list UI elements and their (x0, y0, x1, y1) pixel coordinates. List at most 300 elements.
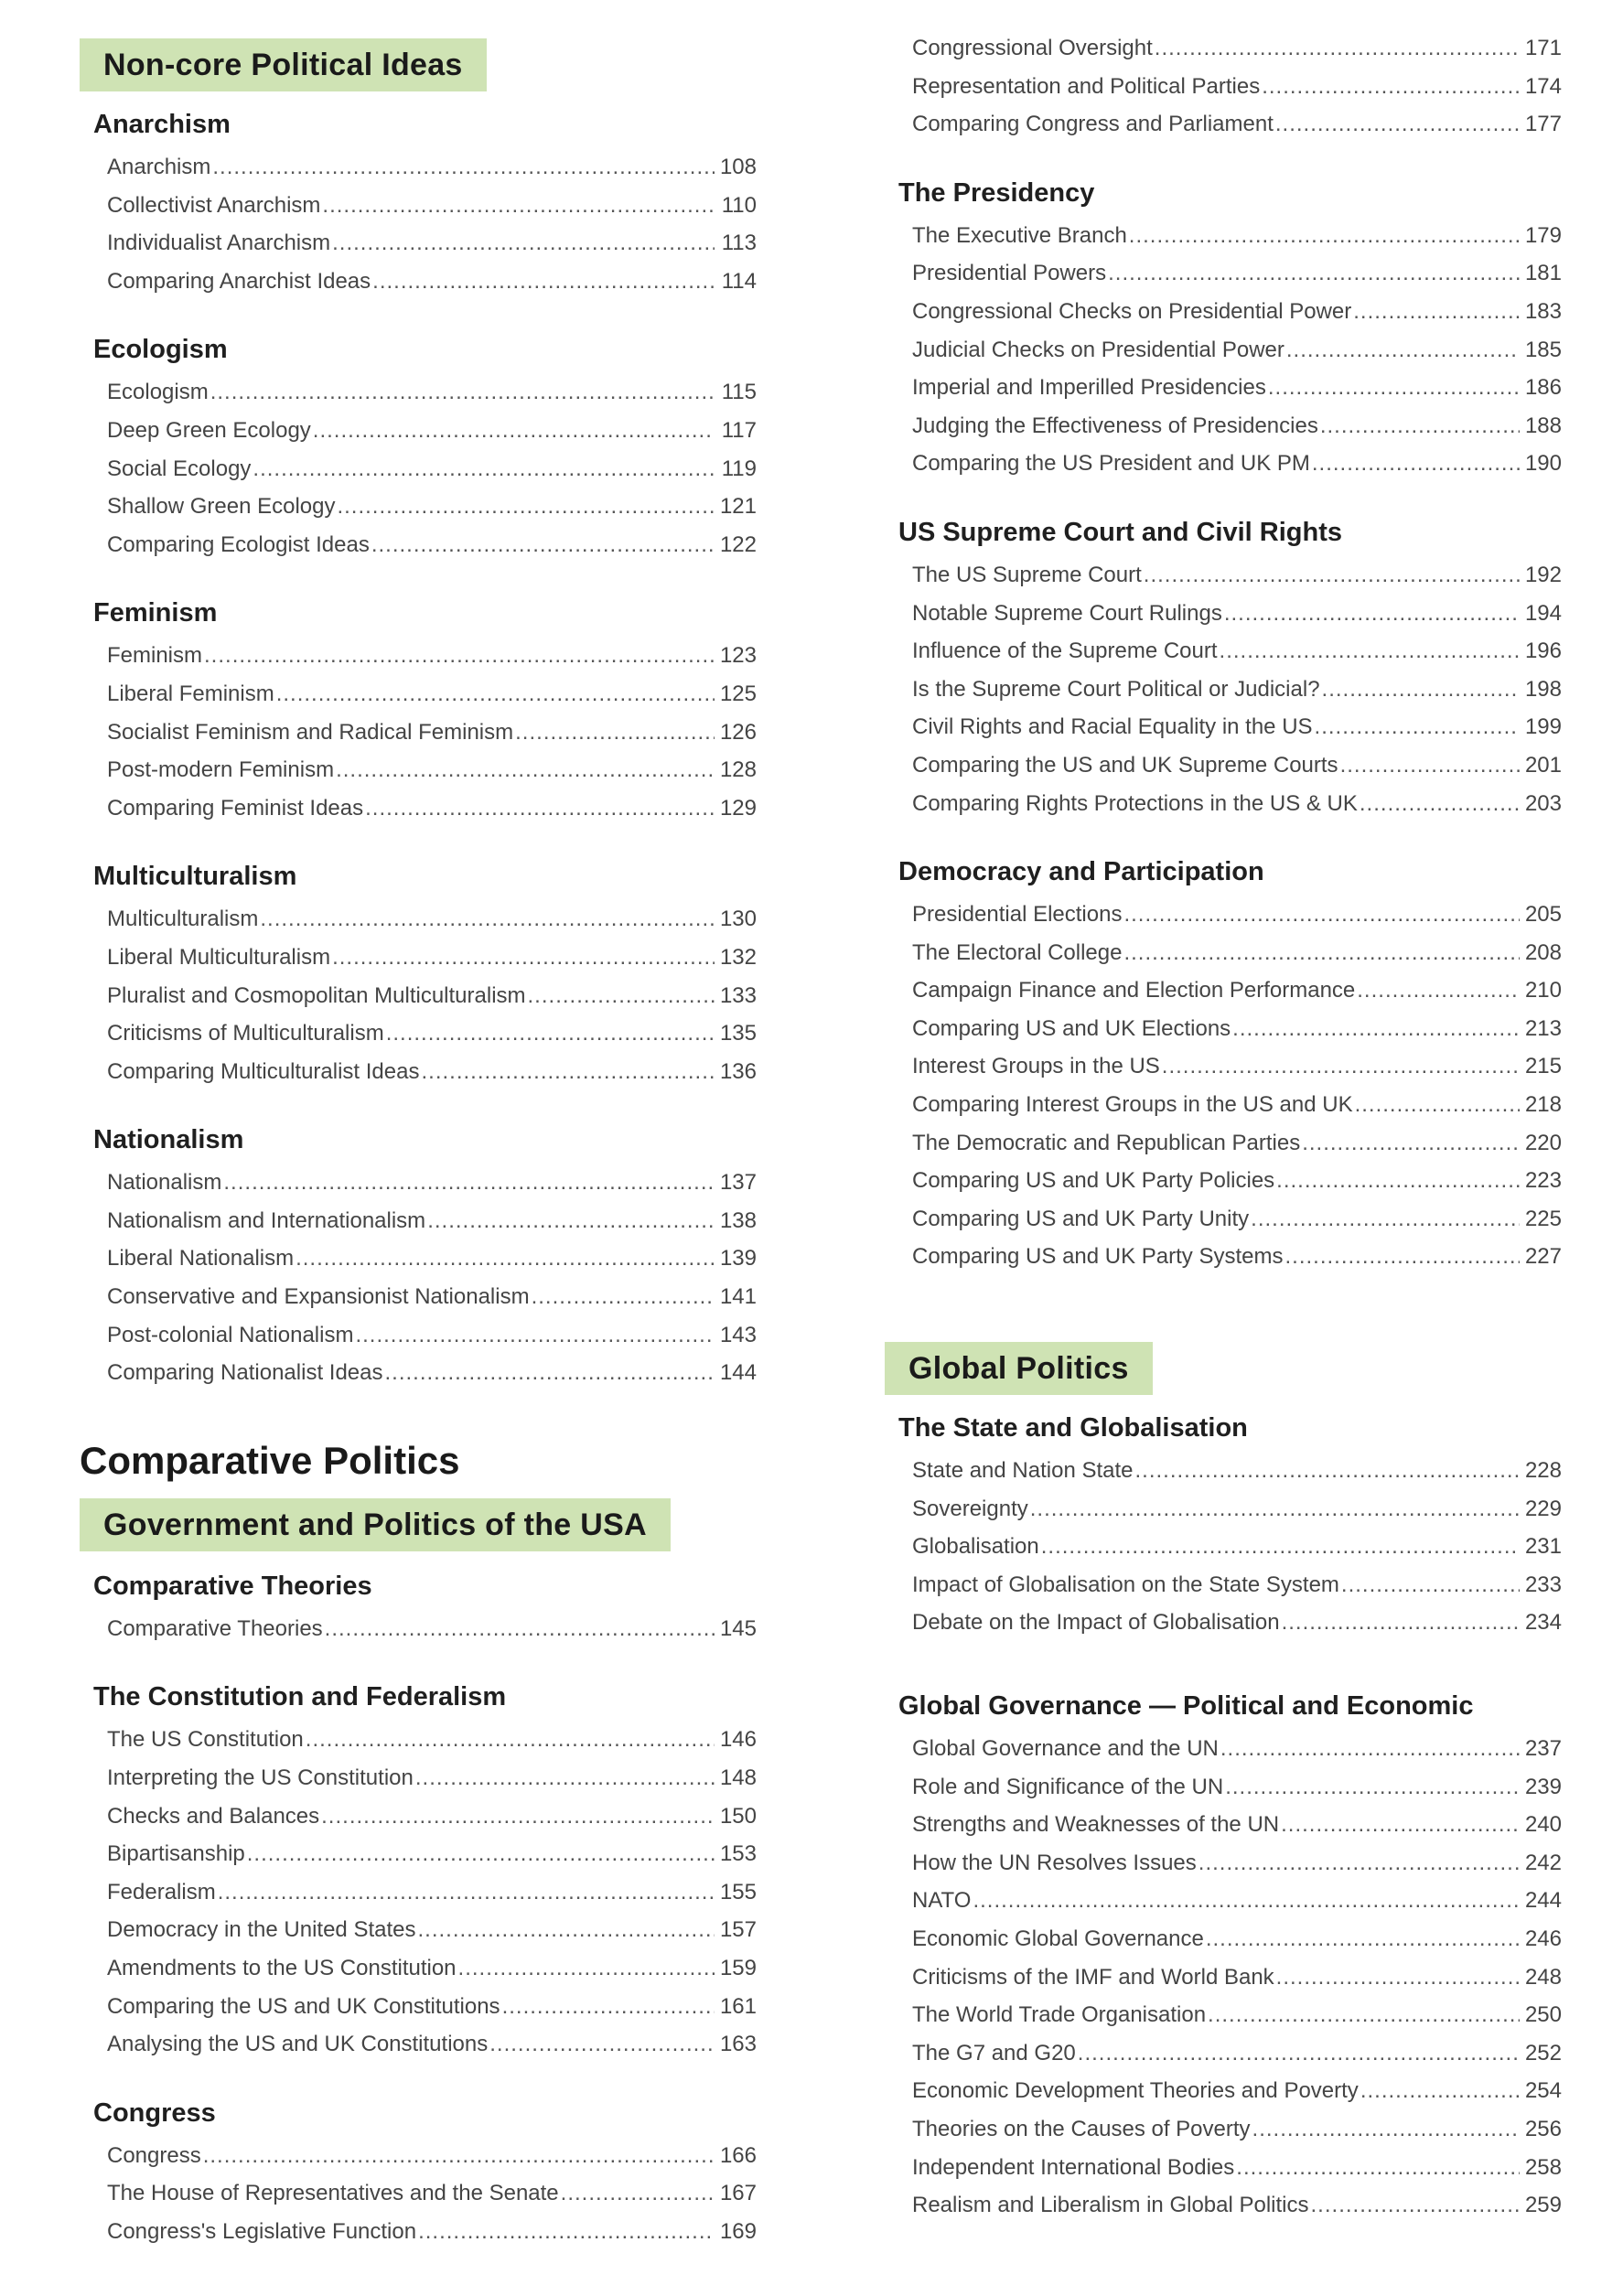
dot-leader (1155, 29, 1520, 68)
section-supreme-court (885, 516, 1562, 822)
toc-entry-page: 126 (719, 719, 757, 745)
toc-entry (912, 331, 1562, 370)
toc-entry (912, 556, 1562, 595)
dot-leader (1041, 1528, 1520, 1566)
toc-entry-page: 174 (1524, 73, 1562, 99)
toc-entry-page: 137 (719, 1170, 757, 1196)
section-title: Democracy and Participation (898, 857, 1264, 887)
toc-entry-page: 155 (719, 1879, 757, 1904)
entry-list (80, 148, 757, 300)
toc-entry (107, 148, 757, 187)
toc-entry-page: 146 (719, 1727, 757, 1753)
section-congress-continued (885, 29, 1562, 144)
toc-entry-label: State and Nation State (912, 1458, 1134, 1484)
dot-leader (1286, 331, 1520, 370)
toc-entry-label: Comparative Theories (107, 1615, 323, 1641)
toc-entry-page: 246 (1524, 1926, 1562, 1951)
dot-leader (1262, 68, 1520, 106)
toc-entry (107, 1988, 757, 2026)
toc-entry-page: 250 (1524, 2002, 1562, 2028)
toc-entry-label: Feminism (107, 643, 203, 669)
toc-entry (912, 68, 1562, 106)
toc-entry (107, 1053, 757, 1091)
dot-leader (1311, 2186, 1520, 2225)
noncore-band: Non-core Political Ideas (80, 38, 487, 91)
toc-entry (912, 1806, 1562, 1844)
toc-entry-page: 150 (719, 1803, 757, 1829)
toc-entry-page: 114 (721, 268, 757, 294)
dot-leader (1360, 785, 1520, 823)
toc-entry-page: 133 (719, 982, 757, 1008)
toc-entry-page: 139 (719, 1246, 757, 1271)
toc-entry-label: Comparing Congress and Parliament (912, 112, 1274, 137)
dot-leader (253, 450, 715, 488)
dot-leader (458, 1949, 715, 1988)
toc-entry (912, 632, 1562, 671)
toc-entry-page: 233 (1524, 1572, 1562, 1597)
toc-entry-label: Anarchism (107, 155, 211, 179)
toc-entry-label: Amendments to the US Constitution (107, 1956, 457, 1980)
toc-entry (912, 1010, 1562, 1048)
toc-entry (912, 1566, 1562, 1604)
toc-entry-page: 122 (719, 531, 757, 557)
dot-leader (489, 2025, 715, 2064)
dot-leader (973, 1882, 1520, 1920)
toc-entry-label: Socialist Feminism and Radical Feminism (107, 719, 514, 745)
toc-entry-page: 205 (1524, 902, 1562, 928)
toc-entry-page: 194 (1524, 600, 1562, 626)
toc-entry (912, 407, 1562, 445)
toc-entry-page: 166 (719, 2142, 757, 2168)
toc-entry-label: The US Supreme Court (912, 562, 1142, 587)
dot-leader (1135, 1452, 1521, 1490)
toc-entry (912, 2034, 1562, 2073)
toc-entry-label: Interest Groups in the US (912, 1054, 1160, 1079)
toc-entry-label: Impact of Globalisation on the State System (912, 1572, 1339, 1597)
comparative-politics-title: Comparative Politics (80, 1438, 460, 1482)
dot-leader (371, 526, 715, 564)
toc-entry (912, 1528, 1562, 1566)
toc-entry-page: 108 (719, 155, 757, 179)
section-anarchism (80, 108, 757, 300)
usa-band: Government and Politics of the USA (80, 1498, 671, 1551)
dot-leader (1302, 1124, 1520, 1163)
toc-entry (912, 1882, 1562, 1920)
toc-entry-page: 225 (1524, 1206, 1562, 1231)
dot-leader (1236, 2149, 1520, 2187)
toc-entry (107, 187, 757, 225)
toc-entry-label: Congress's Legislative Function (107, 2218, 417, 2244)
section-feminism (80, 596, 757, 827)
toc-entry (107, 977, 757, 1015)
dot-leader (1225, 1768, 1520, 1807)
toc-entry-label: Theories on the Causes of Poverty (912, 2116, 1251, 2141)
toc-entry (912, 1162, 1562, 1200)
section-state-globalisation (885, 1411, 1562, 1642)
toc-entry-page: 148 (719, 1765, 757, 1791)
dot-leader (1198, 1844, 1520, 1883)
toc-entry (912, 896, 1562, 934)
toc-entry (912, 1844, 1562, 1883)
toc-entry-label: Economic Global Governance (912, 1926, 1204, 1951)
toc-entry (912, 1238, 1562, 1276)
dot-leader (1251, 1200, 1520, 1239)
dot-leader (427, 1202, 715, 1240)
toc-entry (912, 445, 1562, 483)
right-column (885, 0, 1562, 2258)
toc-entry-label: Interpreting the US Constitution (107, 1765, 414, 1791)
dot-leader (1357, 971, 1520, 1010)
toc-entry-page: 244 (1524, 1888, 1562, 1914)
dot-leader (1252, 2110, 1520, 2149)
toc-entry-label: Deep Green Ecology (107, 417, 311, 443)
toc-entry (912, 1452, 1562, 1490)
dot-leader (418, 1911, 715, 1949)
toc-entry-label: Multiculturalism (107, 907, 259, 932)
dot-leader (1360, 2072, 1520, 2110)
toc-entry-page: 199 (1524, 714, 1562, 740)
toc-entry-page: 210 (1524, 978, 1562, 1003)
toc-entry-label: Post-colonial Nationalism (107, 1322, 354, 1347)
toc-entry-label: How the UN Resolves Issues (912, 1850, 1197, 1875)
dot-leader (1078, 2034, 1520, 2073)
dot-leader (306, 1721, 715, 1759)
toc-entry-page: 181 (1524, 261, 1562, 286)
dot-leader (528, 977, 715, 1015)
toc-entry-page: 132 (719, 944, 757, 970)
toc-entry (107, 1014, 757, 1053)
section-title: Multiculturalism (93, 862, 297, 892)
entry-list (885, 1730, 1562, 2225)
toc-entry-page: 234 (1524, 1610, 1562, 1636)
toc-entry-page: 169 (719, 2218, 757, 2244)
toc-entry-page: 171 (1524, 36, 1562, 60)
dot-leader (325, 1610, 715, 1648)
toc-entry-page: 177 (1524, 112, 1562, 137)
dot-leader (1341, 1566, 1520, 1604)
toc-entry-label: Comparing Interest Groups in the US and UK (912, 1092, 1353, 1118)
toc-entry (107, 1239, 757, 1278)
toc-entry-page: 183 (1524, 298, 1562, 324)
toc-entry (912, 369, 1562, 407)
section-democracy (885, 855, 1562, 1276)
dot-leader (1340, 746, 1520, 785)
toc-entry (912, 293, 1562, 331)
toc-entry-label: Campaign Finance and Election Performance (912, 978, 1356, 1003)
dot-leader (515, 713, 715, 752)
toc-entry-page: 218 (1524, 1092, 1562, 1118)
dot-leader (1276, 1958, 1520, 1997)
toc-entry-label: Representation and Political Parties (912, 73, 1261, 99)
dot-leader (365, 789, 715, 828)
dot-leader (532, 1278, 715, 1316)
dot-leader (296, 1239, 715, 1278)
toc-entry-label: Sovereignty (912, 1496, 1028, 1521)
toc-entry-page: 143 (719, 1322, 757, 1347)
toc-entry-page: 240 (1524, 1812, 1562, 1838)
dot-leader (332, 939, 715, 977)
toc-entry (912, 708, 1562, 746)
toc-entry-label: Social Ecology (107, 456, 252, 481)
toc-entry-page: 213 (1524, 1015, 1562, 1041)
toc-entry-label: Global Governance and the UN (912, 1736, 1219, 1761)
toc-entry-page: 185 (1524, 337, 1562, 362)
toc-entry (912, 2149, 1562, 2187)
toc-entry-page: 125 (719, 681, 757, 706)
entry-list (80, 1164, 757, 1392)
section-title: Ecologism (93, 335, 228, 365)
toc-entry-label: Congressional Checks on Presidential Power (912, 298, 1352, 324)
toc-entry-label: Comparing Anarchist Ideas (107, 268, 371, 294)
section-title: Nationalism (93, 1125, 244, 1155)
toc-entry-page: 220 (1524, 1130, 1562, 1155)
toc-entry (107, 2025, 757, 2064)
toc-entry-page: 223 (1524, 1168, 1562, 1194)
left-column (80, 0, 757, 2284)
toc-entry-label: The US Constitution (107, 1727, 304, 1753)
dot-leader (210, 373, 715, 412)
toc-entry-label: Realism and Liberalism in Global Politics (912, 2193, 1309, 2218)
entry-list (80, 637, 757, 827)
toc-entry-page: 188 (1524, 413, 1562, 438)
toc-entry-label: Comparing Nationalist Ideas (107, 1360, 383, 1386)
toc-entry-label: Comparing Multiculturalist Ideas (107, 1058, 420, 1084)
toc-entry-label: Comparing the US and UK Constitutions (107, 1993, 500, 2019)
toc-entry-label: Ecologism (107, 380, 209, 405)
toc-entry (912, 1604, 1562, 1642)
dot-leader (561, 2174, 715, 2213)
toc-entry-label: Analysing the US and UK Constitutions (107, 2032, 489, 2057)
dot-leader (1030, 1490, 1520, 1529)
toc-entry (912, 1730, 1562, 1768)
toc-entry-page: 123 (719, 643, 757, 669)
toc-entry-page: 256 (1524, 2116, 1562, 2141)
entry-list (80, 1721, 757, 2063)
toc-entry-page: 258 (1524, 2154, 1562, 2180)
toc-entry-label: Comparing US and UK Elections (912, 1015, 1231, 1041)
toc-entry-page: 254 (1524, 2078, 1562, 2104)
toc-entry-page: 239 (1524, 1774, 1562, 1799)
toc-entry (107, 2174, 757, 2213)
toc-entry (107, 1164, 757, 1202)
toc-entry (107, 1316, 757, 1355)
toc-entry (107, 373, 757, 412)
toc-entry (912, 595, 1562, 633)
dot-leader (502, 1988, 715, 2026)
toc-entry-label: NATO (912, 1888, 972, 1914)
entry-list (80, 900, 757, 1090)
toc-entry-label: Congressional Oversight (912, 36, 1153, 60)
toc-entry-page: 237 (1524, 1736, 1562, 1761)
toc-entry (107, 1610, 757, 1648)
toc-entry-page: 196 (1524, 638, 1562, 664)
toc-entry-page: 192 (1524, 562, 1562, 587)
toc-entry (107, 713, 757, 752)
toc-entry-page: 163 (719, 2032, 757, 2057)
toc-entry-label: Nationalism and Internationalism (107, 1207, 426, 1233)
toc-entry-label: Comparing Ecologist Ideas (107, 531, 370, 557)
toc-entry-page: 153 (719, 1841, 757, 1867)
toc-entry-label: Liberal Feminism (107, 681, 274, 706)
toc-entry (107, 1797, 757, 1836)
dot-leader (421, 1053, 715, 1091)
toc-entry-label: Democracy in the United States (107, 1917, 416, 1943)
toc-entry-page: 167 (719, 2181, 757, 2206)
toc-entry (107, 526, 757, 564)
dot-leader (218, 1873, 715, 1912)
dot-leader (1108, 254, 1520, 293)
toc-entry-label: Strengths and Weaknesses of the UN (912, 1812, 1280, 1838)
dot-leader (385, 1354, 715, 1392)
toc-entry-label: The World Trade Organisation (912, 2002, 1207, 2028)
section-title: Congress (93, 2098, 216, 2128)
section-title: Global Governance — Political and Economic (898, 1691, 1474, 1721)
toc-entry (107, 751, 757, 789)
toc-entry (912, 254, 1562, 293)
toc-entry (912, 746, 1562, 785)
entry-list (80, 1610, 757, 1648)
global-politics-band: Global Politics (885, 1342, 1153, 1395)
toc-entry-label: Comparing US and UK Party Systems (912, 1244, 1284, 1270)
toc-entry-page: 115 (721, 380, 757, 405)
entry-list (80, 373, 757, 563)
toc-entry-label: Checks and Balances (107, 1803, 320, 1829)
section-presidency (885, 177, 1562, 483)
dot-leader (1281, 1806, 1520, 1844)
dot-leader (1208, 1996, 1520, 2034)
toc-entry-label: Bipartisanship (107, 1841, 245, 1867)
dot-leader (1275, 105, 1520, 144)
dot-leader (355, 1316, 715, 1355)
dot-leader (203, 2137, 715, 2175)
toc-entry-page: 130 (719, 907, 757, 932)
section-title: Anarchism (93, 110, 231, 139)
toc-entry-label: The G7 and G20 (912, 2040, 1076, 2065)
dot-leader (1232, 1010, 1520, 1048)
toc-entry-label: Nationalism (107, 1170, 222, 1196)
toc-entry (107, 1202, 757, 1240)
toc-entry (107, 1873, 757, 1912)
toc-entry (107, 1759, 757, 1797)
entry-list (885, 1452, 1562, 1642)
toc-entry-page: 229 (1524, 1496, 1562, 1521)
dot-leader (337, 488, 715, 526)
dot-leader (276, 675, 715, 713)
toc-entry-label: Is the Supreme Court Political or Judicial? (912, 676, 1320, 702)
dot-leader (1144, 556, 1520, 595)
dot-leader (332, 224, 715, 263)
toc-entry-page: 248 (1524, 1964, 1562, 1990)
dot-leader (418, 2213, 715, 2251)
toc-entry-page: 231 (1524, 1534, 1562, 1560)
toc-entry (107, 450, 757, 488)
toc-entry-label: Comparing Feminist Ideas (107, 795, 364, 821)
section-nationalism (80, 1123, 757, 1392)
toc-entry-label: Pluralist and Cosmopolitan Multiculturalism (107, 982, 526, 1008)
toc-entry-page: 159 (719, 1956, 757, 1980)
toc-entry-page: 228 (1524, 1458, 1562, 1484)
toc-entry-page: 203 (1524, 790, 1562, 816)
toc-entry-label: Criticisms of Multiculturalism (107, 1021, 384, 1046)
toc-entry-label: Economic Development Theories and Poverty (912, 2078, 1359, 2104)
dot-leader (1315, 708, 1520, 746)
dot-leader (1320, 407, 1520, 445)
toc-entry-label: Judging the Effectiveness of Presidencies (912, 413, 1318, 438)
toc-entry (912, 1047, 1562, 1086)
toc-entry-page: 242 (1524, 1850, 1562, 1875)
toc-entry-page: 110 (721, 192, 757, 218)
section-title: Comparative Theories (93, 1571, 372, 1601)
dot-leader (223, 1164, 715, 1202)
dot-leader (1129, 217, 1520, 255)
toc-entry-label: Shallow Green Ecology (107, 494, 336, 520)
toc-entry (912, 785, 1562, 823)
toc-entry (912, 671, 1562, 709)
dot-leader (260, 900, 715, 939)
dot-leader (1284, 1238, 1520, 1276)
toc-entry (912, 1958, 1562, 1997)
toc-entry (107, 488, 757, 526)
toc-entry-label: Civil Rights and Racial Equality in the US (912, 714, 1313, 740)
toc-entry-label: Criticisms of the IMF and World Bank (912, 1964, 1274, 1990)
toc-entry (107, 2213, 757, 2251)
toc-entry-page: 208 (1524, 939, 1562, 965)
toc-entry (912, 1920, 1562, 1958)
toc-entry (912, 1768, 1562, 1807)
toc-entry (912, 2110, 1562, 2149)
dot-leader (1276, 1162, 1520, 1200)
toc-entry (912, 29, 1562, 68)
dot-leader (1312, 445, 1520, 483)
toc-entry (107, 637, 757, 675)
entry-list (885, 556, 1562, 822)
dot-leader (1220, 1730, 1520, 1768)
toc-entry (107, 900, 757, 939)
section-constitution (80, 1680, 757, 2063)
toc-entry-label: Influence of the Supreme Court (912, 638, 1218, 664)
toc-entry (107, 1949, 757, 1988)
dot-leader (1282, 1604, 1520, 1642)
toc-entry (912, 934, 1562, 972)
toc-entry (912, 1490, 1562, 1529)
toc-entry-page: 117 (721, 417, 757, 443)
toc-entry-label: The Executive Branch (912, 222, 1127, 248)
toc-entry (912, 1996, 1562, 2034)
toc-entry (912, 1086, 1562, 1124)
toc-entry-page: 141 (719, 1284, 757, 1310)
toc-entry-label: Federalism (107, 1879, 216, 1904)
toc-entry-label: Liberal Nationalism (107, 1246, 295, 1271)
toc-entry (107, 675, 757, 713)
toc-entry-page: 157 (719, 1917, 757, 1943)
dot-leader (204, 637, 715, 675)
toc-entry-page: 259 (1524, 2193, 1562, 2218)
toc-entry-label: Collectivist Anarchism (107, 192, 321, 218)
toc-entry-label: Notable Supreme Court Rulings (912, 600, 1222, 626)
toc-entry-label: Independent International Bodies (912, 2154, 1235, 2180)
dot-leader (336, 751, 715, 789)
section-multiculturalism (80, 860, 757, 1090)
toc-entry (912, 217, 1562, 255)
section-title: The Constitution and Federalism (93, 1682, 507, 1712)
toc-entry (107, 224, 757, 263)
dot-leader (247, 1835, 715, 1873)
toc-entry-label: Congress (107, 2142, 201, 2168)
dot-leader (386, 1014, 715, 1053)
toc-entry (107, 263, 757, 301)
dot-leader (1123, 934, 1520, 972)
toc-entry-page: 252 (1524, 2040, 1562, 2065)
